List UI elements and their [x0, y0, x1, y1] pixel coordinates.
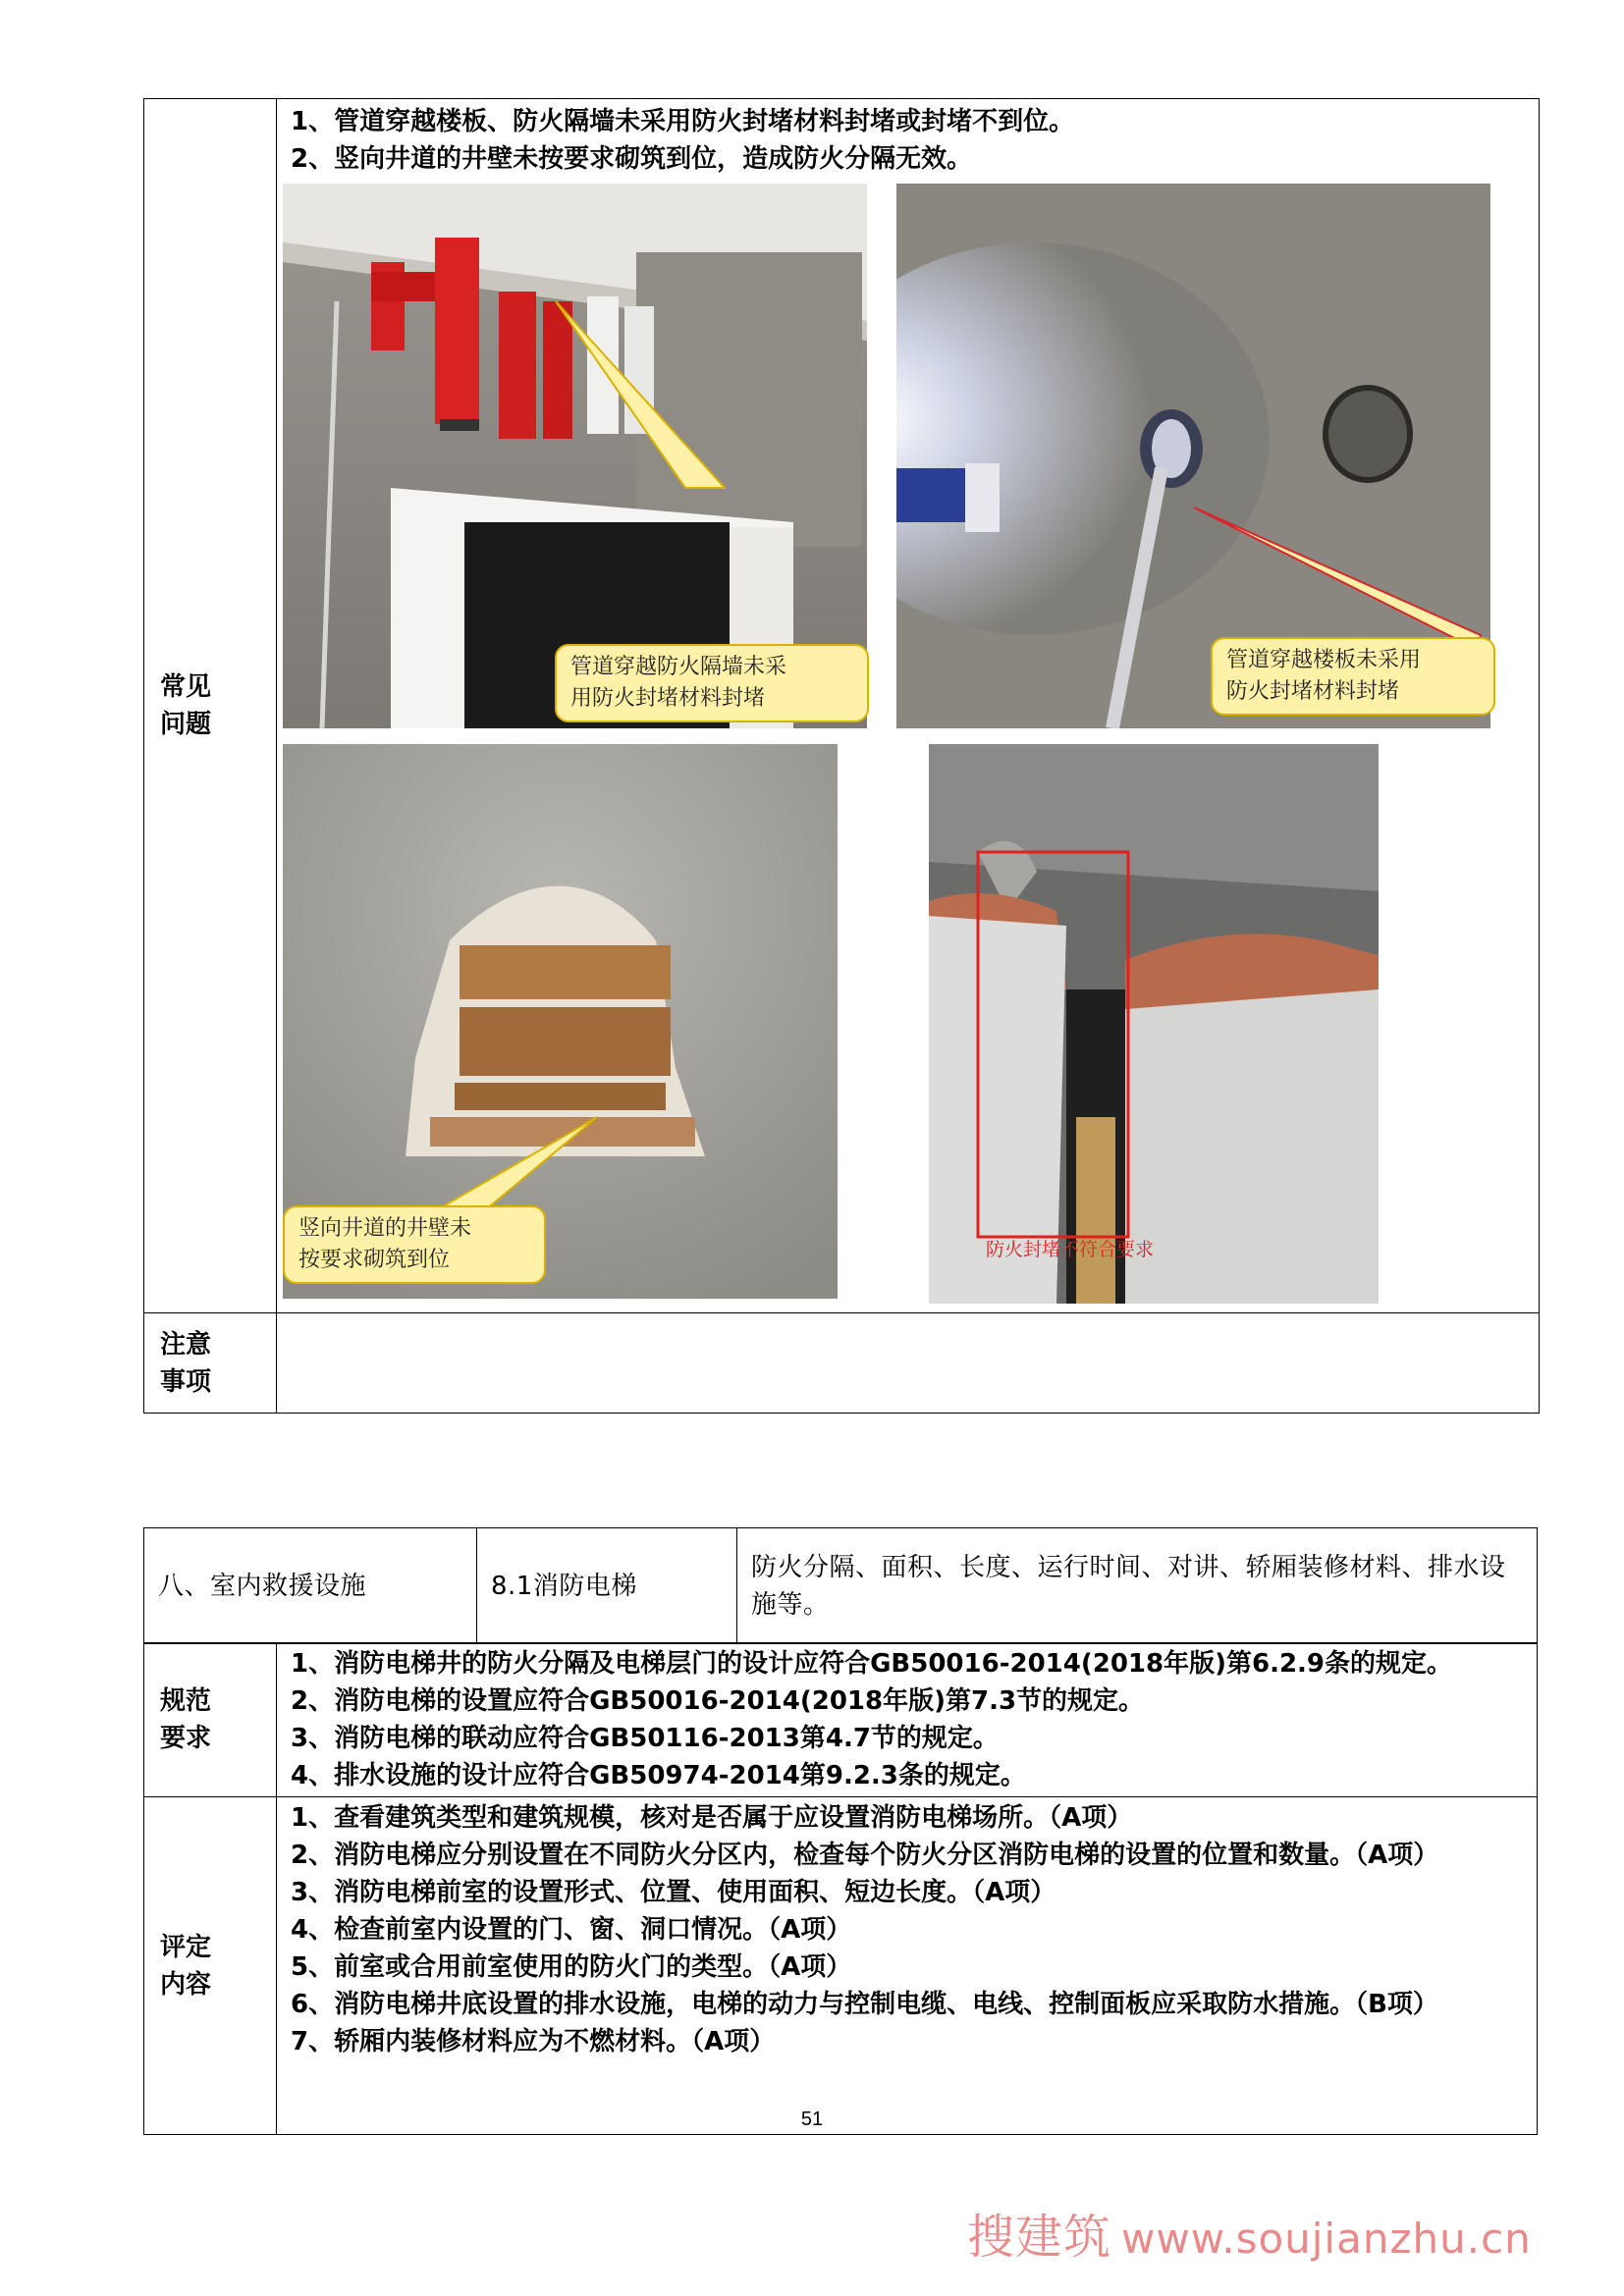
header-item: 8.1消防电梯 — [477, 1528, 737, 1644]
elevator-table — [143, 1527, 1538, 1644]
watermark: 搜建筑 www.soujianzhu.cn — [967, 2210, 1532, 2265]
problem-line-1: 1、管道穿越楼板、防火隔墙未采用防火封堵材料封堵或封堵不到位。 — [291, 107, 1075, 136]
elevator-details-table — [143, 1642, 1538, 2135]
header-scope: 防火分隔、面积、长度、运行时间、对讲、轿厢装修材料、排水设施等。 — [737, 1528, 1538, 1644]
assessment-content-label: 评定 内容 — [144, 1797, 277, 2135]
header-category: 八、室内救援设施 — [144, 1528, 477, 1644]
notes-label: 注意 事项 — [144, 1313, 277, 1414]
callout-slab-pipe: 管道穿越楼板未采用 防火封堵材料封堵 — [1211, 637, 1495, 716]
common-problems-label: 常见 问题 — [144, 99, 277, 1313]
notes-content — [277, 1313, 1540, 1414]
callout-wall-pipes: 管道穿越防火隔墙未采 用防火封堵材料封堵 — [555, 644, 869, 722]
standard-requirements-content: 1、消防电梯井的防火分隔及电梯层门的设计应符合GB50016-2014(2018年版)第6.2.9条的规定。 2、消防电梯的设置应符合GB50016-2014(2018年版)第7.3节的规定。 3、消防电梯的联动应符合GB50116-2013第4.7节的规定。 4、排水设施的设计应符合GB50974-2014第9.2.3条的规定。 — [277, 1643, 1538, 1797]
firestop-red-caption: 防火封堵不符合要求 — [986, 1239, 1155, 1260]
problem-line-2: 2、竖向井道的井壁未按要求砌筑到位，造成防火分隔无效。 — [291, 144, 973, 174]
page-number: 51 — [800, 2109, 824, 2130]
callout-shaft-wall: 竖向井道的井壁未 按要求砌筑到位 — [283, 1205, 546, 1284]
standard-requirements-label: 规范 要求 — [144, 1643, 277, 1797]
photo-firestop-noncompliant — [929, 744, 1379, 1304]
assessment-content: 1、查看建筑类型和建筑规模，核对是否属于应设置消防电梯场所。（A项） 2、消防电梯应分别设置在不同防火分区内，检查每个防火分区消防电梯的设置的位置和数量。（A项） 3、消防电梯前室的设置形式、位置、使用面积、短边长度。（A项） 4、检查前室内设置的门、窗、洞口情况。（A项） 5、前室或合用前室使用的防火门的类型。（A项） 6、消防电梯井底设置的排水设施，电梯的动力与控制电缆、电线、控制面板应采取防水措施。（B项） 7、轿厢内装修材料应为不燃材料。（A项） — [277, 1797, 1538, 2135]
